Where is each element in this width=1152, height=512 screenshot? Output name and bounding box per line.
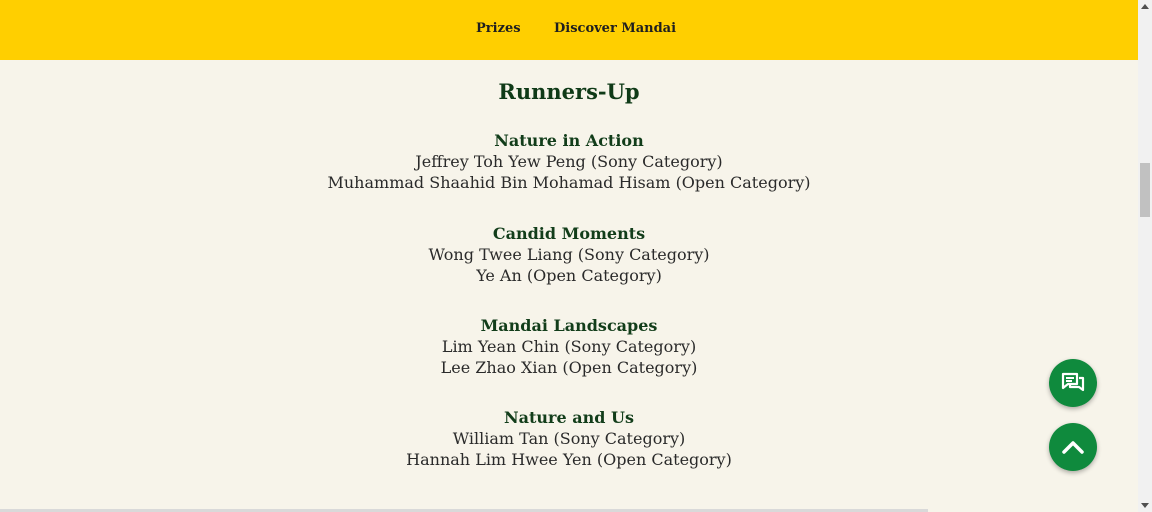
scroll-up-arrow-icon[interactable]: [1141, 4, 1149, 9]
chat-icon: [1059, 369, 1087, 397]
vertical-scrollbar[interactable]: [1138, 0, 1152, 512]
winner-name: William Tan (Sony Category): [452, 429, 686, 448]
category-heading: Nature in Action: [494, 131, 644, 150]
top-nav-bar: [0, 0, 1138, 60]
back-to-top-button[interactable]: [1049, 423, 1097, 471]
nav-link-discover-mandai[interactable]: Discover Mandai: [554, 21, 677, 36]
winner-name: Wong Twee Liang (Sony Category): [428, 245, 710, 264]
winner-name: Hannah Lim Hwee Yen (Open Category): [406, 450, 732, 469]
winner-name: Ye An (Open Category): [476, 266, 662, 285]
scroll-down-arrow-icon[interactable]: [1141, 503, 1149, 508]
winner-name: Lim Yean Chin (Sony Category): [441, 337, 697, 356]
winner-name: Lee Zhao Xian (Open Category): [440, 358, 698, 377]
chat-button[interactable]: [1049, 359, 1097, 407]
winner-name: Jeffrey Toh Yew Peng (Sony Category): [415, 152, 723, 171]
nav-link-prizes[interactable]: Prizes: [476, 21, 521, 36]
category-heading: Candid Moments: [492, 224, 646, 243]
scroll-thumb[interactable]: [1140, 163, 1150, 217]
category-block: [0, 315, 1138, 378]
category-block: [0, 223, 1138, 286]
category-block: [0, 130, 1138, 193]
category-block: [0, 407, 1138, 470]
category-heading: Mandai Landscapes: [480, 316, 658, 335]
category-heading: Nature and Us: [504, 408, 634, 427]
chevron-up-icon: [1059, 433, 1087, 461]
winner-name: Muhammad Shaahid Bin Mohamad Hisam (Open Category): [327, 173, 811, 192]
section-title: Runners-Up: [498, 79, 640, 104]
